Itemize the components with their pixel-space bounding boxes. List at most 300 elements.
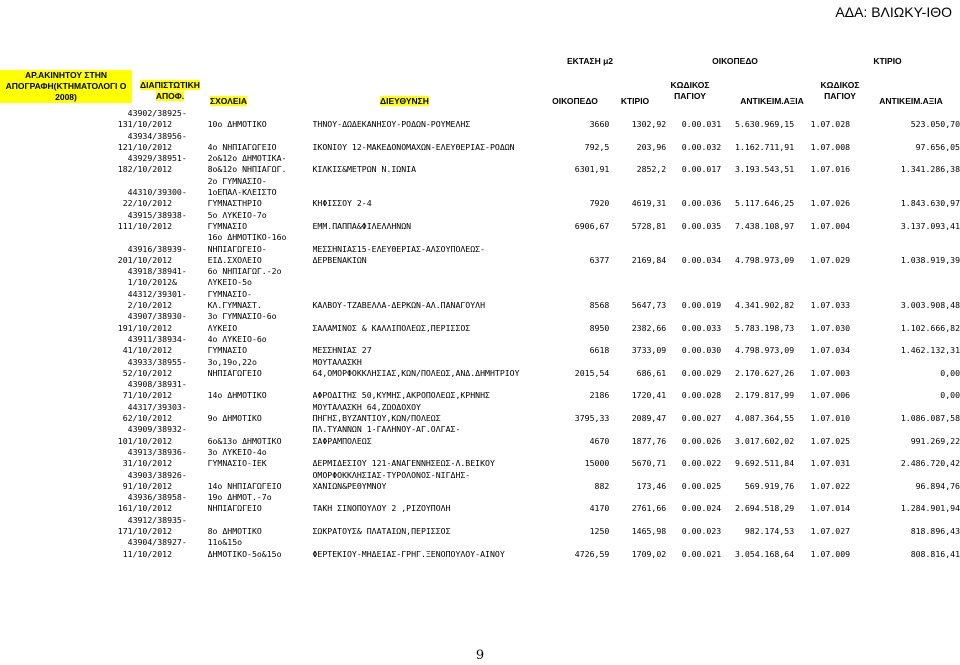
building-code: 1.07.008	[810, 141, 851, 152]
school-cell-line: ΓΥΜΝΑΣΙΟ-ΙΕΚ	[207, 458, 267, 469]
building-code: 1.07.003	[810, 367, 851, 378]
plot-code: 0.00.036	[681, 198, 722, 209]
building-area: 2382,66	[631, 322, 667, 333]
address-cell-line: ΣΑΛΑΜΙΝΟΣ & ΚΑΛΛΙΠΟΛΕΩΣ,ΠΕΡΙΣΣΟΣ	[312, 322, 471, 333]
address-cell-line: ΕΜΜ.ΠΑΠΠΑ&ΦΙΛΕΛΛΗΝΩΝ	[312, 220, 412, 231]
decision-cell	[128, 131, 208, 154]
building-value: 1.284.901,94	[900, 503, 960, 514]
school-cell	[208, 210, 313, 233]
school-cell-line: ΝΗΠΙΑΓΩΓΕΙΟ	[207, 503, 262, 514]
plot-area: 7920	[589, 198, 610, 209]
table-row	[0, 492, 960, 515]
school-cell-line: 16ο ΔΗΜΟΤΙΚΟ-16ο	[207, 232, 287, 243]
table-row	[0, 311, 960, 334]
property-number: 11	[117, 220, 128, 231]
building-code: 1.07.009	[810, 548, 851, 559]
address-cell-line: ΔΕΡΒΕΝΑΚΙΩΝ	[312, 254, 367, 265]
plot-value: 4.798.973,09	[734, 345, 795, 356]
school-cell-line: 14ο ΝΗΠΙΑΓΩΓΕΙΟ	[207, 480, 282, 491]
property-number: 19	[117, 322, 128, 333]
decision-cell	[128, 311, 208, 334]
building-area: 5670,71	[631, 458, 667, 469]
building-area: 2169,84	[631, 254, 667, 265]
school-cell	[208, 232, 313, 266]
address-cell	[313, 402, 568, 425]
plot-value: 4.798.973,09	[734, 254, 795, 265]
property-number: 16	[117, 503, 128, 514]
table-row	[0, 176, 960, 210]
decision-cell-line: 43909/38932-	[127, 424, 187, 435]
decision-cell-line: 1/10/2012	[127, 322, 173, 333]
table-row	[0, 379, 960, 402]
plot-value: 5.117.646,25	[734, 198, 795, 209]
school-cell-line: 8ο&12ο ΝΗΠΙΑΓΩΓ.	[207, 164, 287, 175]
address-cell	[313, 232, 568, 266]
property-number: 6	[122, 413, 128, 424]
building-area: 3733,09	[631, 345, 667, 356]
table-row	[0, 515, 960, 538]
decision-cell-line: 43902/38925-	[127, 108, 187, 118]
building-area: 1877,76	[631, 435, 667, 446]
decision-cell-line: 44312/39301-	[127, 288, 187, 299]
decision-cell-line: 2/10/2012	[127, 413, 173, 424]
school-cell-line: 5ο ΛΥΚΕΙΟ-7ο	[207, 209, 267, 220]
table-row	[0, 447, 960, 470]
address-cell	[313, 492, 568, 515]
decision-cell-line: 43933/38955-	[127, 356, 187, 367]
school-cell-line: ΓΥΜΝΑΣΙΟ	[207, 345, 248, 356]
building-value: 0,00	[940, 367, 960, 378]
page-number: 9	[475, 648, 485, 663]
decision-cell	[128, 232, 208, 266]
school-cell-line: 4ο ΝΗΠΙΑΓΩΓΕΙΟ	[207, 141, 277, 152]
plot-code: 0.00.032	[681, 141, 722, 152]
table-row	[0, 402, 960, 425]
plot-code: 0.00.029	[681, 367, 722, 378]
school-cell-line: 4ο ΛΥΚΕΙΟ-6ο	[207, 333, 267, 344]
building-area: 2852,2	[636, 164, 667, 175]
plot-area: 3660	[589, 119, 610, 130]
decision-cell-line: 1/10/2012	[127, 458, 173, 469]
plot-code: 0.00.031	[681, 119, 722, 130]
address-cell-line: 64,ΟΜΟΡΦΟΚΚΛΗΣΙΑΣ,ΚΩΝ/ΠΟΛΕΩΣ,ΑΝΔ.ΔΗΜΗΤΡΙΟΥ	[312, 367, 520, 378]
plot-code: 0.00.021	[681, 548, 722, 559]
property-number: 3	[122, 458, 128, 469]
school-cell-line: 3ο ΛΥΚΕΙΟ-4ο	[207, 446, 267, 457]
plot-area: 6618	[589, 345, 610, 356]
decision-cell-line: 43929/38951-	[127, 153, 187, 164]
decision-cell	[128, 357, 208, 380]
school-cell	[208, 311, 313, 334]
plot-area: 3795,33	[574, 413, 610, 424]
decision-cell-line: 43907/38930-	[127, 311, 187, 322]
address-cell	[313, 357, 568, 380]
building-value: 1.843.630,97	[900, 198, 960, 209]
building-code: 1.07.004	[810, 220, 851, 231]
property-number: 12	[117, 141, 128, 152]
school-cell	[208, 470, 313, 493]
address-cell-line: ΜΟΥΤΑΛΑΣΚΗ 64,ΖΩΟΔΟΧΟΥ	[312, 401, 421, 412]
address-cell-line: ΜΟΥΤΑΛΑΣΚΗ	[312, 356, 362, 367]
col-header-building-code: ΚΩΔΙΚΟΣ ΠΑΓΙΟΥ	[820, 80, 860, 101]
address-cell	[313, 424, 568, 447]
school-cell	[208, 402, 313, 425]
school-cell-line: ΕΙΔ.ΣΧΟΛΕΙΟ	[207, 254, 262, 265]
decision-cell	[128, 424, 208, 447]
school-cell-line: 10ο ΔΗΜΟΤΙΚΟ	[207, 119, 267, 130]
decision-cell	[128, 334, 208, 357]
plot-value: 4.341.902,82	[734, 300, 795, 311]
school-cell-line: ΝΗΠΙΑΓΩΓΕΙΟ	[207, 367, 262, 378]
building-area: 1709,02	[631, 548, 667, 559]
building-value: 3.137.093,41	[900, 220, 960, 231]
plot-code: 0.00.025	[681, 480, 722, 491]
school-cell-line: ΝΗΠΙΑΓΩΓΕΙΟ-	[207, 243, 267, 254]
col-header-property-number: ΑΡ.ΑΚΙΝΗΤΟΥ ΣΤΗΝ ΑΠΟΓΡΑΦΗ(ΚΤΗΜΑΤΟΛΟΓΙ Ο 2008)	[0, 70, 132, 103]
school-cell-line: 6ο ΝΗΠΙΑΓΩΓ.-2ο	[207, 266, 282, 277]
col-header-schools: ΣΧΟΛΕΙΑ	[210, 96, 247, 106]
building-area: 2089,47	[631, 413, 667, 424]
decision-cell	[128, 402, 208, 425]
address-cell-line: ΣΩΚΡΑΤΟΥΣ& ΠΛΑΤΑΙΩΝ,ΠΕΡΙΣΣΟΣ	[312, 525, 451, 536]
address-cell-line: ΧΑΝΙΩΝ&ΡΕΘΥΜΝΟΥ	[312, 480, 387, 491]
school-cell	[208, 447, 313, 470]
plot-value: 4.087.364,55	[734, 413, 795, 424]
building-area: 4619,31	[631, 198, 667, 209]
school-cell	[208, 108, 313, 131]
address-cell	[313, 153, 568, 176]
property-number: 4	[122, 345, 128, 356]
address-cell-line: ΜΕΣΣΗΝΙΑΣ15-ΕΛΕΥΘΕΡΙΑΣ-ΑΛΣΟΥΠΟΛΕΩΣ-	[312, 243, 486, 254]
col-header-decision: ΔΙΑΠΙΣΤΩΤΙΚΗ ΑΠΟΦ.	[140, 80, 200, 101]
decision-cell-line: 1/10/2012	[127, 503, 173, 514]
building-area: 5647,73	[631, 300, 667, 311]
decision-cell	[128, 492, 208, 515]
decision-cell	[128, 210, 208, 233]
address-cell	[313, 537, 568, 560]
school-cell-line: ΔΗΜΟΤΙΚΟ-5ο&15ο	[207, 548, 282, 559]
decision-cell-line: 43911/38934-	[127, 333, 187, 344]
decision-cell-line: 43934/38956-	[127, 130, 187, 141]
school-cell	[208, 379, 313, 402]
plot-value: 2.170.627,26	[734, 367, 795, 378]
decision-cell-line: 43903/38926-	[127, 469, 187, 480]
address-cell	[313, 311, 568, 334]
school-cell-line: 9ο ΔΗΜΟΤΙΚΟ	[207, 413, 262, 424]
school-cell-line: ΓΥΜΝΑΣΙΟ	[207, 220, 248, 231]
building-area: 203,96	[636, 141, 667, 152]
building-code: 1.07.030	[810, 322, 851, 333]
plot-value: 3.193.543,51	[734, 164, 795, 175]
plot-value: 3.054.168,64	[734, 548, 795, 559]
property-number	[0, 266, 128, 311]
plot-code: 0.00.030	[681, 345, 722, 356]
plot-area: 2186	[589, 390, 610, 401]
school-cell-line: ΓΥΜΝΑΣΤΗΡΙΟ	[207, 198, 262, 209]
table-row	[0, 334, 960, 357]
decision-cell-line: 2/10/2012	[127, 164, 173, 175]
property-number: 5	[122, 367, 128, 378]
plot-area: 6906,67	[574, 220, 610, 231]
school-cell	[208, 492, 313, 515]
decision-cell	[128, 447, 208, 470]
plot-area: 6301,91	[574, 164, 610, 175]
decision-cell-line: 43916/38939-	[127, 243, 187, 254]
building-code: 1.07.026	[810, 198, 851, 209]
school-cell	[208, 537, 313, 560]
decision-cell-line: 43904/38927-	[127, 537, 187, 548]
school-cell	[208, 357, 313, 380]
address-cell-line: ΚΑΛΒΟΥ-ΤΖΑΒΕΛΛΑ-ΔΕΡΚΩΝ-ΑΛ.ΠΑΝΑΓΟΥΛΗ	[312, 300, 486, 311]
property-number: 17	[117, 525, 128, 536]
plot-code: 0.00.028	[681, 390, 722, 401]
plot-value: 1.162.711,91	[734, 141, 795, 152]
decision-cell-line: 1/10/2012	[127, 525, 173, 536]
building-value: 1.341.286,38	[900, 164, 960, 175]
building-code: 1.07.022	[810, 480, 851, 491]
decision-cell	[128, 470, 208, 493]
address-cell-line: ΦΕΡΤΕΚΙΟΥ-ΜΗΔΕΙΑΣ-ΓΡΗΓ.ΞΕΝΟΠΟΥΛΟΥ-ΑΙΝΟΥ	[312, 548, 505, 559]
table-row	[0, 470, 960, 493]
building-area: 1302,92	[631, 119, 667, 130]
plot-code: 0.00.024	[681, 503, 722, 514]
property-number: 7	[122, 390, 128, 401]
school-cell-line: 2ο ΓΥΜΝΑΣΙΟ-	[207, 175, 267, 186]
col-header-plot-code: ΚΩΔΙΚΟΣ ΠΑΓΙΟΥ	[670, 80, 710, 101]
plot-code: 0.00.026	[681, 435, 722, 446]
col-header-building-value: ΑΝΤΙΚΕΙΜ.ΑΞΙΑ	[879, 96, 943, 106]
address-cell	[313, 176, 568, 210]
decision-cell	[128, 515, 208, 538]
col-header-area-building: ΚΤΙΡΙΟ	[620, 96, 650, 106]
property-number: 13	[117, 119, 128, 130]
decision-cell-line: 1/10/2012&	[127, 277, 177, 288]
building-value: 1.038.919,39	[900, 254, 960, 265]
school-cell	[208, 266, 313, 311]
address-cell-line: ΤΑΚΗ ΣΙΝΟΠΟΥΛΟΥ 2 ,ΡΙΖΟΥΠΟΛΗ	[312, 503, 451, 514]
decision-cell-line: 1/10/2012	[127, 435, 173, 446]
building-area: 2761,66	[631, 503, 667, 514]
decision-cell-line: 43913/38936-	[127, 446, 187, 457]
building-area: 686,61	[636, 367, 667, 378]
address-cell	[313, 108, 568, 131]
property-number: 10	[117, 435, 128, 446]
table-row	[0, 153, 960, 176]
school-cell-line: 2ο&12ο ΔΗΜΟΤΙΚΑ-	[207, 153, 287, 164]
plot-value: 3.017.602,02	[734, 435, 795, 446]
property-number: 1	[122, 548, 128, 559]
building-code: 1.07.016	[810, 164, 851, 175]
decision-cell	[128, 108, 208, 131]
plot-code: 0.00.033	[681, 322, 722, 333]
building-area: 173,46	[636, 480, 667, 491]
plot-area: 4170	[589, 503, 610, 514]
col-header-area-plot: ΟΙΚΟΠΕΔΟ	[552, 96, 598, 106]
building-value: 1.462.132,31	[900, 345, 960, 356]
school-cell	[208, 334, 313, 357]
decision-cell-line: 44310/39300-	[127, 187, 187, 198]
school-cell-line: ΛΥΚΕΙΟ-5ο	[207, 277, 252, 288]
plot-area: 2015,54	[574, 367, 610, 378]
decision-cell	[128, 537, 208, 560]
plot-area: 792,5	[584, 141, 610, 152]
decision-cell-line: 1/10/2012	[127, 141, 173, 152]
plot-area: 8950	[589, 322, 610, 333]
building-code: 1.07.014	[810, 503, 851, 514]
school-cell-line: 1οΕΠΑΛ-ΚΛΕΙΣΤΟ	[207, 187, 277, 198]
plot-area: 882	[594, 480, 610, 491]
school-cell-line: 8ο ΔΗΜΟΤΙΚΟ	[207, 525, 262, 536]
plot-value: 2.179.817,99	[734, 390, 795, 401]
building-code: 1.07.027	[810, 525, 851, 536]
school-cell	[208, 424, 313, 447]
decision-cell-line: 43912/38935-	[127, 514, 187, 525]
decision-cell-line: 1/10/2012	[127, 480, 173, 491]
plot-code: 0.00.023	[681, 525, 722, 536]
building-value: 2.486.720,42	[900, 458, 960, 469]
decision-cell-line: 1/10/2012	[127, 119, 173, 130]
building-value: 808.816,41	[910, 548, 960, 559]
table-row	[0, 232, 960, 266]
plot-code: 0.00.017	[681, 164, 722, 175]
address-cell	[313, 470, 568, 493]
school-cell-line: 11ο&15ο	[207, 537, 243, 548]
address-cell	[313, 266, 568, 311]
table-row	[0, 266, 960, 311]
decision-cell-line: 43918/38941-	[127, 266, 187, 277]
table-body	[0, 108, 960, 560]
school-cell-line: 3ο,19ο,22ο	[207, 356, 257, 367]
decision-cell-line: 1/10/2012	[127, 254, 173, 265]
plot-code: 0.00.019	[681, 300, 722, 311]
building-code: 1.07.006	[810, 390, 851, 401]
address-cell	[313, 334, 568, 357]
decision-cell-line: 2/10/2012	[127, 300, 173, 311]
plot-value: 7.438.108,97	[734, 220, 795, 231]
address-cell	[313, 210, 568, 233]
building-value: 523.050,70	[910, 119, 960, 130]
decision-cell-line: 2/10/2012	[127, 198, 173, 209]
school-cell-line: ΚΛ.ΓΥΜΝΑΣΤ.	[207, 300, 262, 311]
school-cell-line: ΛΥΚΕΙΟ	[207, 322, 238, 333]
building-area: 5728,81	[631, 220, 667, 231]
decision-cell	[128, 176, 208, 210]
plot-area: 15000	[584, 458, 610, 469]
plot-value: 9.692.511,84	[734, 458, 795, 469]
decision-cell-line: 43915/38938-	[127, 209, 187, 220]
table-row	[0, 108, 960, 131]
address-cell-line: ΠΛ.ΤΥΑΝΝΩΝ 1-ΓΑΛΗΝΟΥ-ΑΓ.ΟΛΓΑΣ-	[312, 424, 461, 435]
building-code: 1.07.010	[810, 413, 851, 424]
table-row	[0, 357, 960, 380]
building-value: 97.656,05	[915, 141, 960, 152]
address-cell-line: ΙΚΟΝΙΟΥ 12-ΜΑΚΕΔΟΝΟΜΑΧΩΝ-ΕΛΕΥΘΕΡΙΑΣ-ΡΟΔΩΝ	[312, 141, 515, 152]
col-header-plot-group: ΟΙΚΟΠΕΔΟ	[712, 56, 758, 66]
property-number: 18	[117, 164, 128, 175]
address-cell-line: ΑΦΡΟΔΙΤΗΣ 50,ΚΥΜΗΣ,ΑΚΡΟΠΟΛΕΩΣ,ΚΡΗΝΗΣ	[312, 390, 490, 401]
property-number: 9	[122, 480, 128, 491]
building-value: 991.269,22	[910, 435, 960, 446]
property-number: 20	[117, 254, 128, 265]
building-value: 1.086.087,58	[900, 413, 960, 424]
address-cell	[313, 515, 568, 538]
school-cell	[208, 176, 313, 210]
school-cell-line: ΓΥΜΝΑΣΙΟ-	[207, 288, 252, 299]
property-number: 2	[122, 198, 128, 209]
table-row	[0, 131, 960, 154]
building-value: 96.894,76	[915, 480, 960, 491]
ada-watermark: ΑΔΑ: ΒΛΙΩΚΥ-ΙΘΟ	[835, 4, 952, 20]
school-cell-line: 14ο ΔΗΜΟΤΙΚΟ	[207, 390, 267, 401]
school-cell	[208, 131, 313, 154]
address-cell-line: ΟΜΟΡΦΟΚΚΛΗΣΙΑΣ-ΤΥΡΟΛΟΝΟΣ-ΝΙΓΔΗΣ-	[312, 469, 471, 480]
decision-cell-line: 1/10/2012	[127, 390, 173, 401]
plot-code: 0.00.035	[681, 220, 722, 231]
plot-area: 6377	[589, 254, 610, 265]
decision-cell-line: 2/10/2012	[127, 367, 173, 378]
address-cell-line: ΜΕΣΣΗΝΙΑΣ 27	[312, 345, 372, 356]
col-header-building-group: ΚΤΙΡΙΟ	[873, 56, 902, 66]
building-code: 1.07.031	[810, 458, 851, 469]
address-cell-line: ΔΕΡΜΙΔΕΣΙΟΥ 121-ΑΝΑΓΕΝΝΗΣΕΩΣ-Λ.ΒΕΙΚΟΥ	[312, 458, 495, 469]
plot-area: 1250	[589, 525, 610, 536]
decision-cell-line: 43936/38958-	[127, 492, 187, 503]
plot-value: 2.694.518,29	[734, 503, 795, 514]
address-cell	[313, 379, 568, 402]
plot-value: 982.174,53	[744, 525, 795, 536]
school-cell-line: 3ο ΓΥΜΝΑΣΙΟ-6ο	[207, 311, 277, 322]
col-header-area-group: ΕΚΤΑΣΗ μ2	[566, 56, 614, 66]
building-code: 1.07.033	[810, 300, 851, 311]
building-code: 1.07.028	[810, 119, 851, 130]
decision-cell-line: 44317/39303-	[127, 401, 187, 412]
decision-cell-line: 1/10/2012	[127, 548, 173, 559]
address-cell-line: ΣΑΦΡΑΜΠΟΛΕΩΣ	[312, 435, 372, 446]
decision-cell	[128, 379, 208, 402]
school-cell	[208, 153, 313, 176]
plot-value: 5.630.969,15	[734, 119, 795, 130]
building-area: 1720,41	[631, 390, 667, 401]
plot-value: 5.783.198,73	[734, 322, 795, 333]
school-property-table	[0, 108, 960, 560]
building-area: 1465,98	[631, 525, 667, 536]
school-cell-line: 19ο ΔΗΜΟΤ.-7ο	[207, 492, 272, 503]
building-value: 818.896,43	[910, 525, 960, 536]
table-row	[0, 537, 960, 560]
table-row	[0, 210, 960, 233]
table-row	[0, 424, 960, 447]
decision-cell	[128, 266, 208, 311]
address-cell	[313, 131, 568, 154]
plot-code: 0.00.022	[681, 458, 722, 469]
col-header-address: ΔΙΕΥΘΥΝΣΗ	[380, 96, 429, 106]
school-cell-line: 6ο&13ο ΔΗΜΟΤΙΚΟ	[207, 435, 282, 446]
building-value: 3.003.908,48	[900, 300, 960, 311]
building-code: 1.07.029	[810, 254, 851, 265]
building-code: 1.07.034	[810, 345, 851, 356]
address-cell-line: ΠΗΓΗΣ,ΒΥΖΑΝΤΙΟΥ,ΚΩΝ/ΠΟΛΕΩΣ	[312, 413, 441, 424]
building-value: 1.102.666,82	[900, 322, 960, 333]
building-code: 1.07.025	[810, 435, 851, 446]
building-value: 0,00	[940, 390, 960, 401]
decision-cell-line: 1/10/2012	[127, 345, 173, 356]
decision-cell-line: 43908/38931-	[127, 379, 187, 390]
plot-area: 4726,59	[574, 548, 610, 559]
decision-cell	[128, 153, 208, 176]
decision-cell-line: 1/10/2012	[127, 220, 173, 231]
col-header-plot-value: ΑΝΤΙΚΕΙΜ.ΑΞΙΑ	[740, 96, 804, 106]
address-cell-line: ΤΗΝΟΥ-ΔΩΔΕΚΑΝΗΣΟΥ-ΡΟΔΩΝ-ΡΟΥΜΕΛΗΣ	[312, 119, 471, 130]
